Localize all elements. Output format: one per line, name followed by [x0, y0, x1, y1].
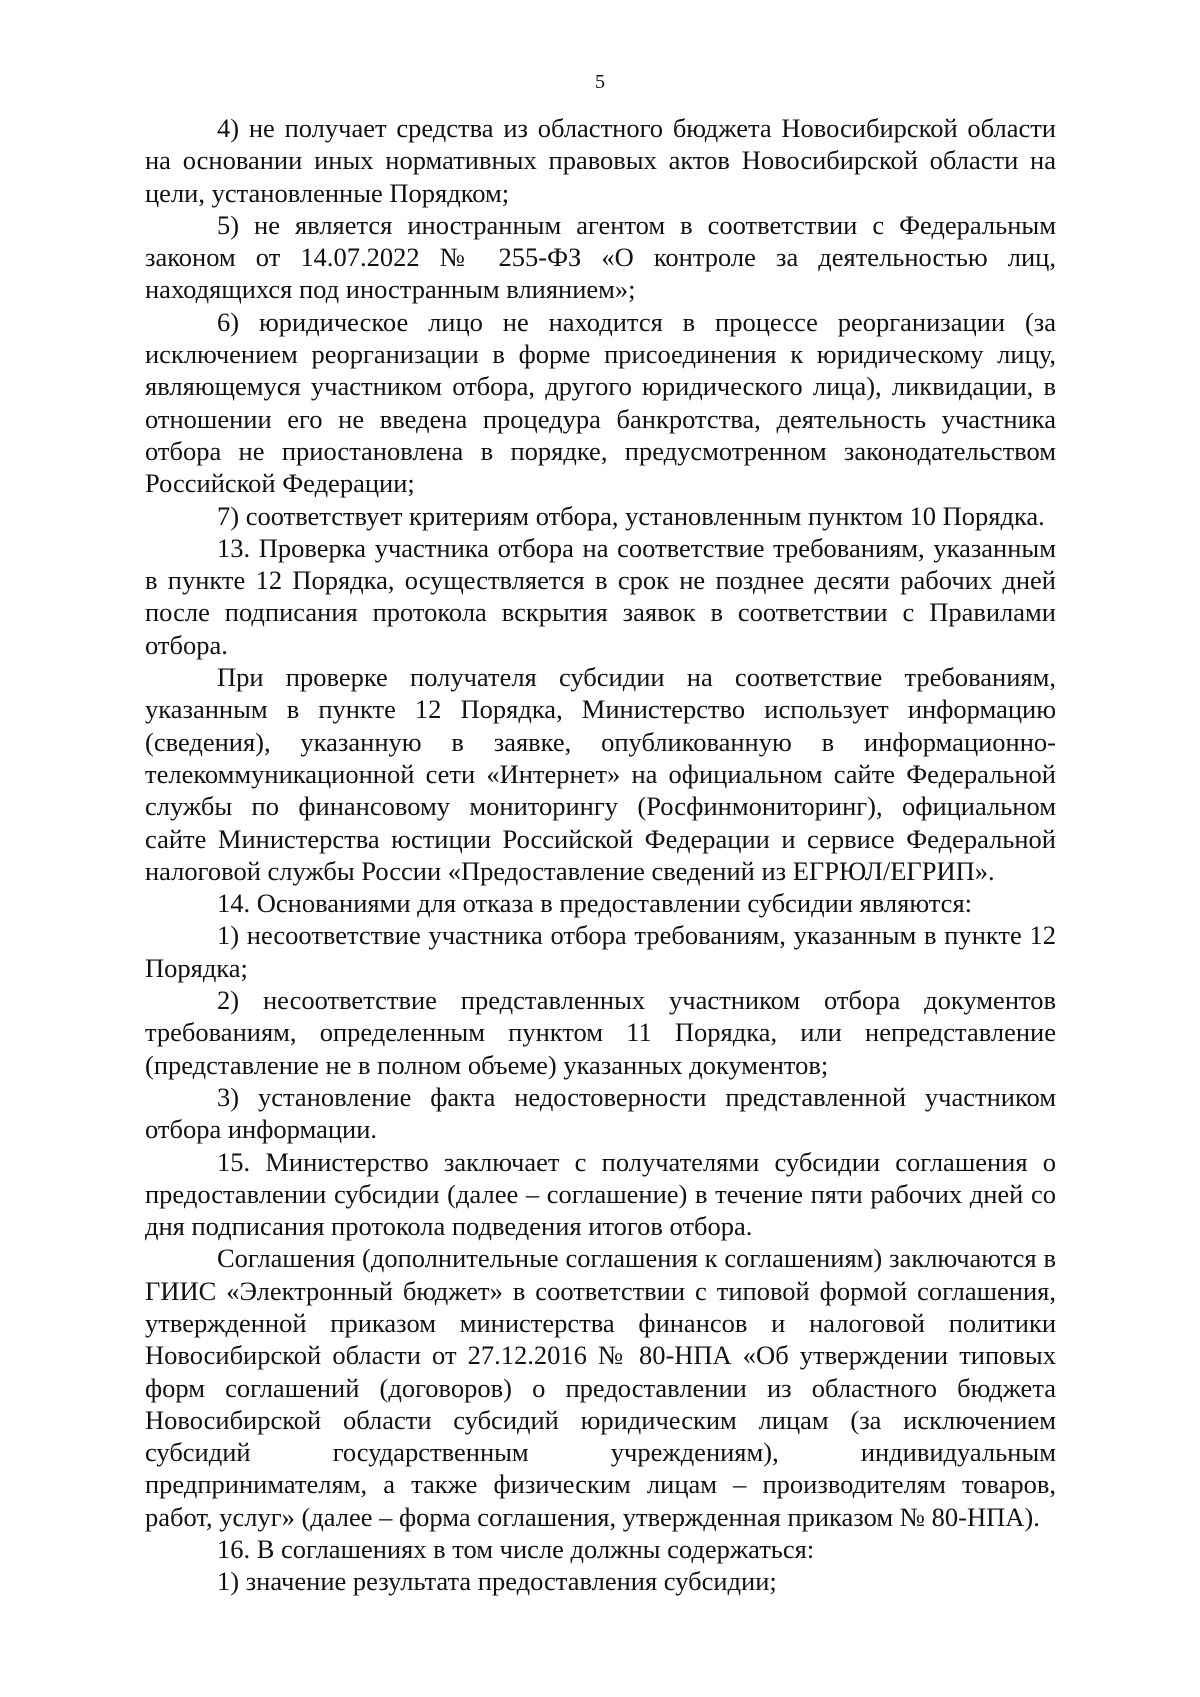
paragraph-item-6: 6) юридическое лицо не находится в процессе реорганизации (за исключением реорганизации в форме присоединения к юридическому лицу, являющемуся участником отбора, другого юридического лица), ликвидации, в отношении его не введена процедура банкротства, деятельность участника отбора не приостановлена в порядке, предусмотренном законодательством Российской Федерации;	[145, 306, 1056, 499]
paragraph-agreements: Соглашения (дополнительные соглашения к соглашениям) заключаются в ГИИС «Электронный бюджет» в соответствии с типовой формой соглашения, утвержденной приказом министерства финансов и налоговой политики Новосибирской области от 27.12.2016 № 80-НПА «Об утверждении типовых форм соглашений (договоров) о предоставлении из областного бюджета Новосибирской области субсидий юридическим лицам (за исключением субсидий государственным учреждениям), индивидуальным предпринимателям, а также физическим лицам – производителям товаров, работ, услуг» (далее – форма соглашения, утвержденная приказом № 80-НПА).	[145, 1243, 1056, 1532]
paragraph-section-15: 15. Министерство заключает с получателями субсидии соглашения о предоставлении субсидии (далее – соглашение) в течение пяти рабочих дней со дня подписания протокола подведения итогов отбора.	[145, 1146, 1056, 1242]
paragraph-item-5: 5) не является иностранным агентом в соответствии с Федеральным законом от 14.07.2022 № 255-ФЗ «О контроле за деятельностью лиц, находящихся под иностранным влиянием»;	[145, 209, 1056, 305]
page-number: 5	[595, 71, 605, 93]
paragraph-refusal-3: 3) установление факта недостоверности представленной участником отбора информации.	[145, 1081, 1056, 1145]
paragraph-item-4: 4) не получает средства из областного бюджета Новосибирской области на основании иных нормативных правовых актов Новосибирской области на цели, установленные Порядком;	[145, 113, 1056, 208]
paragraph-section-13: 13. Проверка участника отбора на соответствие требованиям, указанным в пункте 12 Порядка, осуществляется в срок не позднее десяти рабочих дней после подписания протокола вскрытия заявок в соответствии с Правилами отбора.	[145, 532, 1056, 660]
paragraph-refusal-1: 1) несоответствие участника отбора требованиям, указанным в пункте 12 Порядка;	[145, 920, 1056, 983]
document-body	[145, 112, 1056, 1598]
paragraph-section-14: 14. Основаниями для отказа в предоставлении субсидии являются:	[217, 888, 972, 919]
paragraph-section-16: 16. В соглашениях в том числе должны содержаться:	[217, 1534, 815, 1565]
paragraph-section-13-verification: При проверке получателя субсидии на соответствие требованиям, указанным в пункте 12 Порядка, Министерство использует информацию (сведения), указанную в заявке, опубликованную в информационно-телекоммуникационной сети «Интернет» на официальном сайте Федеральной службы по финансовому мониторингу (Росфинмониторинг), официальном сайте Министерства юстиции Российской Федерации и сервисе Федеральной налоговой службы России «Предоставление сведений из ЕГРЮЛ/ЕГРИП».	[145, 662, 1056, 886]
paragraph-agreement-item-1: 1) значение результата предоставления субсидии;	[217, 1566, 777, 1597]
paragraph-item-7: 7) соответствует критериям отбора, установленным пунктом 10 Порядка.	[217, 500, 1045, 531]
paragraph-refusal-2: 2) несоответствие представленных участником отбора документов требованиям, определенным пунктом 11 Порядка, или непредставление (представление не в полном объеме) указанных документов;	[145, 985, 1056, 1080]
